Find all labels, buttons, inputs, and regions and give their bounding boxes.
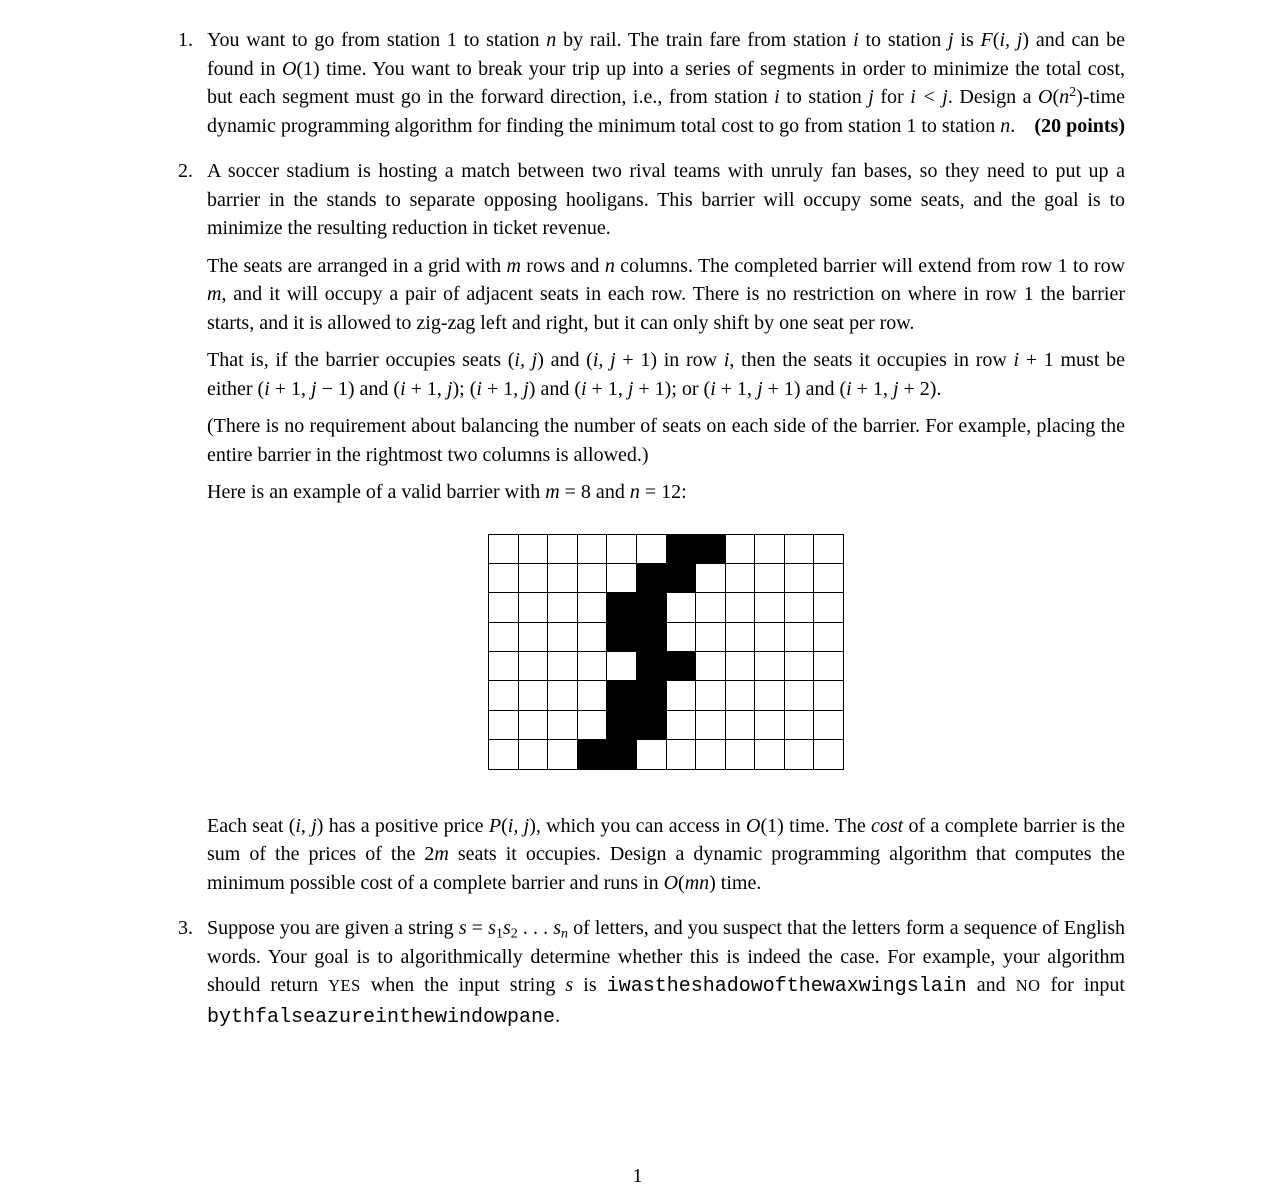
math-segment: i: [723, 349, 730, 371]
barrier-figure: [488, 534, 844, 770]
text-segment: + 1,: [851, 377, 893, 400]
grid-cell: [755, 623, 785, 652]
grid-cell: [578, 652, 608, 681]
barrier-cell-filled: [637, 652, 667, 681]
grid-cell: [667, 711, 697, 740]
grid-cell: [637, 740, 667, 769]
grid-cell: [607, 652, 637, 681]
grid-cell: [637, 535, 667, 564]
math-segment: i, j: [999, 29, 1023, 51]
grid-cell: [785, 740, 815, 769]
grid-cell: [814, 652, 844, 681]
text-segment: and: [966, 974, 1016, 997]
text-segment: ) and (: [537, 349, 593, 371]
grid-cell: [548, 623, 578, 652]
text-segment: )-time dynamic programming algorithm for finding the minimum total cost to go from station 1 to station: [207, 86, 1126, 137]
grid-cell: [726, 593, 756, 622]
grid-cell: [726, 681, 756, 710]
math-segment: n: [604, 254, 615, 277]
text-segment: (: [501, 814, 508, 837]
math-segment: P: [488, 814, 502, 837]
math-segment: i, j: [514, 349, 538, 371]
text-segment: when the input string: [360, 974, 566, 997]
text-segment: + 1,: [586, 377, 628, 400]
grid-cell: [519, 681, 549, 710]
text-segment: ), which you can access in: [529, 814, 747, 837]
grid-cell: [696, 711, 726, 740]
text-segment: Here is an example of a valid barrier with: [207, 481, 546, 503]
math-segment: i: [580, 377, 587, 400]
grid-cell: [489, 593, 519, 622]
barrier-cell-filled: [607, 593, 637, 622]
subscript: n: [561, 926, 569, 942]
barrier-cell-filled: [667, 652, 697, 681]
text-segment: . . .: [517, 917, 554, 940]
text-segment: + 1,: [715, 377, 758, 400]
text-segment: ); (: [452, 377, 477, 400]
text-segment: .: [555, 1004, 561, 1027]
text-segment: (1) time. You want to break your trip up into a series of segments in order to minimize the total cost, but each segment must go in the forward direction, i.e., from station: [207, 57, 1126, 108]
barrier-cell-filled: [607, 711, 637, 740]
math-segment: cost: [871, 814, 904, 837]
subscript: 2: [510, 926, 518, 942]
barrier-cell-filled: [607, 740, 637, 769]
math-segment: i, j: [592, 349, 616, 371]
grid-cell: [814, 711, 844, 740]
problem-body: [207, 157, 1125, 897]
grid-cell: [578, 711, 608, 740]
text-segment: columns. The completed barrier will extend from row 1 to row: [614, 254, 1126, 277]
math-segment: j: [311, 377, 317, 400]
text-segment: A soccer stadium is hosting a match between two rival teams with unruly fan bases, so they need to put up a barrier in the stands to separate opposing hooligans. This barrier will occupy some seats, and the goal is to minimize the resulting reduction in ticket revenue.: [207, 160, 1125, 239]
grid-cell: [578, 593, 608, 622]
math-segment: i: [846, 377, 852, 400]
grid-cell: [489, 623, 519, 652]
grid-cell: [755, 535, 785, 564]
problem-number: 1.: [178, 29, 193, 51]
grid-cell: [814, 535, 844, 564]
barrier-cell-filled: [637, 564, 667, 593]
grid-cell: [755, 652, 785, 681]
problem-body: [207, 26, 1125, 140]
text-segment: (There is no requirement about balancing the number of seats on each side of the barrier. For example, placing the entire barrier in the rightmost two columns is allowed.): [207, 415, 1125, 466]
math-segment: s: [553, 917, 562, 940]
page-number: 1: [632, 1165, 643, 1187]
math-segment: m: [506, 254, 521, 277]
math-segment: n: [1059, 86, 1070, 108]
grid-cell: [578, 623, 608, 652]
math-segment: i: [476, 377, 482, 400]
superscript: 2: [1069, 85, 1077, 100]
math-segment: i: [853, 29, 859, 51]
grid-cell: [489, 711, 519, 740]
grid-cell: [814, 623, 844, 652]
math-segment: O: [281, 57, 297, 80]
grid-cell: [726, 711, 756, 740]
text-segment: Each seat (: [207, 814, 296, 837]
grid-cell: [726, 535, 756, 564]
text-segment: rows and: [520, 254, 605, 277]
grid-cell: [755, 681, 785, 710]
text-segment: (: [678, 871, 685, 894]
text-segment: for input: [1040, 974, 1125, 997]
math-segment: O: [663, 871, 679, 894]
grid-cell: [814, 593, 844, 622]
grid-cell: [785, 681, 815, 710]
math-segment: O: [1038, 86, 1053, 108]
math-segment: i, j: [295, 814, 317, 837]
grid-cell: [519, 711, 549, 740]
paragraph: [207, 412, 1125, 469]
text-segment: ) time.: [709, 871, 762, 894]
text-segment: for: [873, 86, 911, 108]
math-segment: j: [627, 377, 634, 400]
paragraph: [207, 26, 1125, 140]
grid-cell: [548, 564, 578, 593]
math-segment: i: [400, 377, 406, 400]
barrier-grid: [488, 534, 844, 770]
text-segment: . Design a: [947, 86, 1039, 108]
grid-cell: [667, 593, 697, 622]
problem-item: [178, 26, 1125, 140]
math-segment: j: [446, 377, 453, 400]
math-segment: n: [1000, 114, 1011, 137]
grid-cell: [755, 564, 785, 593]
barrier-cell-filled: [696, 535, 726, 564]
grid-cell: [667, 740, 697, 769]
barrier-cell-filled: [578, 740, 608, 769]
math-segment: O: [746, 814, 761, 837]
barrier-cell-filled: [607, 623, 637, 652]
text-segment: =: [466, 917, 489, 940]
points-label: (20 points): [1034, 114, 1125, 137]
grid-cell: [548, 681, 578, 710]
problem-item: [178, 157, 1125, 897]
math-segment: i: [1013, 349, 1020, 371]
text-segment: ) has a positive price: [316, 814, 489, 837]
barrier-cell-filled: [667, 564, 697, 593]
grid-cell: [519, 564, 549, 593]
grid-cell: [726, 652, 756, 681]
grid-cell: [785, 623, 815, 652]
grid-cell: [489, 681, 519, 710]
smallcaps-word: YES: [328, 976, 361, 996]
text-segment: , and it will occupy a pair of adjacent seats in each row. There is no restriction on where in row 1 the barrier starts, and it is allowed to zig-zag left and right, but it can only shift by one seat per row.: [207, 283, 1125, 334]
barrier-cell-filled: [607, 681, 637, 710]
grid-cell: [726, 623, 756, 652]
paragraph: [207, 346, 1125, 403]
text-segment: to station: [858, 29, 949, 51]
grid-cell: [519, 593, 549, 622]
grid-cell: [578, 681, 608, 710]
grid-cell: [607, 564, 637, 593]
grid-cell: [814, 681, 844, 710]
grid-cell: [667, 623, 697, 652]
grid-cell: [548, 740, 578, 769]
problem-body: [207, 914, 1125, 1032]
text-segment: − 1) and (: [316, 377, 401, 400]
text-segment: (: [992, 29, 1000, 51]
grid-cell: [489, 564, 519, 593]
text-segment: of a complete barrier is the sum of the prices of the 2: [207, 814, 1126, 866]
math-segment: i: [710, 377, 716, 400]
grid-cell: [726, 740, 756, 769]
text-segment: = 12:: [639, 481, 687, 503]
grid-cell: [785, 564, 815, 593]
text-segment: That is, if the barrier occupies seats (: [207, 349, 515, 371]
text-segment: is: [573, 974, 607, 997]
smallcaps-word: NO: [1015, 976, 1041, 996]
text-segment: .: [1010, 114, 1016, 137]
text-segment: + 1 must be either (: [207, 349, 1125, 400]
text-segment: + 1); or (: [633, 377, 711, 400]
grid-cell: [519, 740, 549, 769]
grid-cell: [696, 652, 726, 681]
grid-cell: [785, 593, 815, 622]
paragraph: [207, 157, 1125, 243]
math-segment: j: [892, 377, 899, 400]
problem-number: 3.: [178, 917, 193, 940]
text-segment: ) and (: [528, 377, 581, 400]
grid-cell: [489, 535, 519, 564]
math-segment: n: [629, 481, 640, 503]
grid-cell: [696, 740, 726, 769]
math-segment: i, j: [507, 814, 530, 837]
grid-cell: [607, 535, 637, 564]
text-segment: = 8 and: [559, 481, 630, 503]
grid-cell: [814, 740, 844, 769]
math-segment: s: [458, 917, 467, 940]
paragraph: [207, 252, 1125, 338]
text-segment: The seats are arranged in a grid with: [207, 254, 507, 277]
math-segment: m: [545, 481, 560, 503]
paragraph: [207, 478, 1125, 507]
grid-cell: [696, 623, 726, 652]
barrier-cell-filled: [637, 681, 667, 710]
text-segment: seats it occupies. Design a dynamic programming algorithm that computes the minimum possible cost of a complete barrier and runs in: [207, 843, 1126, 894]
grid-cell: [696, 564, 726, 593]
barrier-cell-filled: [637, 593, 667, 622]
code-string: bythfalseazureinthewindowpane: [207, 1005, 556, 1029]
problem-number: 2.: [178, 160, 193, 182]
math-segment: m: [434, 843, 449, 866]
grid-cell: [814, 564, 844, 593]
grid-cell: [489, 652, 519, 681]
text-segment: + 1) and (: [762, 377, 847, 400]
grid-cell: [548, 535, 578, 564]
math-segment: j: [757, 377, 763, 400]
text-segment: + 2).: [898, 377, 942, 400]
problem-item: [178, 914, 1125, 1032]
math-segment: i: [264, 377, 270, 400]
code-string: iwastheshadowofthewaxwingslain: [606, 975, 967, 999]
grid-cell: [519, 623, 549, 652]
grid-cell: [578, 535, 608, 564]
math-segment: i: [774, 86, 780, 108]
grid-cell: [755, 711, 785, 740]
grid-cell: [548, 593, 578, 622]
grid-cell: [785, 535, 815, 564]
text-segment: to station: [779, 86, 869, 108]
math-segment: mn: [684, 871, 710, 894]
grid-cell: [667, 681, 697, 710]
grid-cell: [755, 740, 785, 769]
text-segment: You want to go from station 1 to station: [207, 29, 547, 51]
math-segment: n: [546, 29, 557, 51]
grid-cell: [785, 652, 815, 681]
barrier-cell-filled: [637, 623, 667, 652]
text-segment: + 1) in row: [615, 349, 724, 371]
paragraph: [207, 812, 1125, 898]
barrier-cell-filled: [637, 711, 667, 740]
grid-cell: [548, 652, 578, 681]
grid-cell: [696, 681, 726, 710]
grid-cell: [519, 652, 549, 681]
text-segment: ) and can be found in: [207, 29, 1125, 80]
grid-cell: [519, 535, 549, 564]
text-segment: by rail. The train fare from station: [556, 29, 854, 51]
math-segment: s: [565, 974, 574, 997]
grid-cell: [696, 593, 726, 622]
text-segment: + 1,: [481, 377, 524, 400]
text-segment: (: [1052, 86, 1060, 108]
math-segment: m: [207, 283, 222, 305]
paragraph: [207, 914, 1125, 1032]
text-segment: + 1,: [269, 377, 312, 400]
text-segment: Suppose you are given a string: [207, 917, 459, 940]
math-segment: j: [948, 29, 954, 51]
math-segment: i < j: [910, 86, 948, 108]
math-segment: F: [980, 29, 993, 51]
grid-cell: [578, 564, 608, 593]
text-segment: of letters, and you suspect that the letters form a sequence of English words. Your goal is to algorithmically determine whether this is indeed the case. For example, your algorithm should return: [207, 917, 1126, 997]
grid-cell: [785, 711, 815, 740]
math-segment: s: [488, 917, 496, 940]
grid-cell: [489, 740, 519, 769]
barrier-cell-filled: [667, 535, 697, 564]
text-segment: is: [953, 29, 981, 51]
grid-cell: [755, 593, 785, 622]
text-segment: , then the seats it occupies in row: [729, 349, 1014, 371]
math-segment: j: [868, 86, 874, 108]
math-segment: s: [502, 917, 511, 940]
problem-list: [178, 26, 1125, 1032]
math-segment: j: [523, 377, 529, 400]
text-segment: (1) time. The: [760, 814, 872, 837]
subscript: 1: [495, 926, 503, 942]
grid-cell: [548, 711, 578, 740]
grid-cell: [726, 564, 756, 593]
text-segment: + 1,: [405, 377, 447, 400]
